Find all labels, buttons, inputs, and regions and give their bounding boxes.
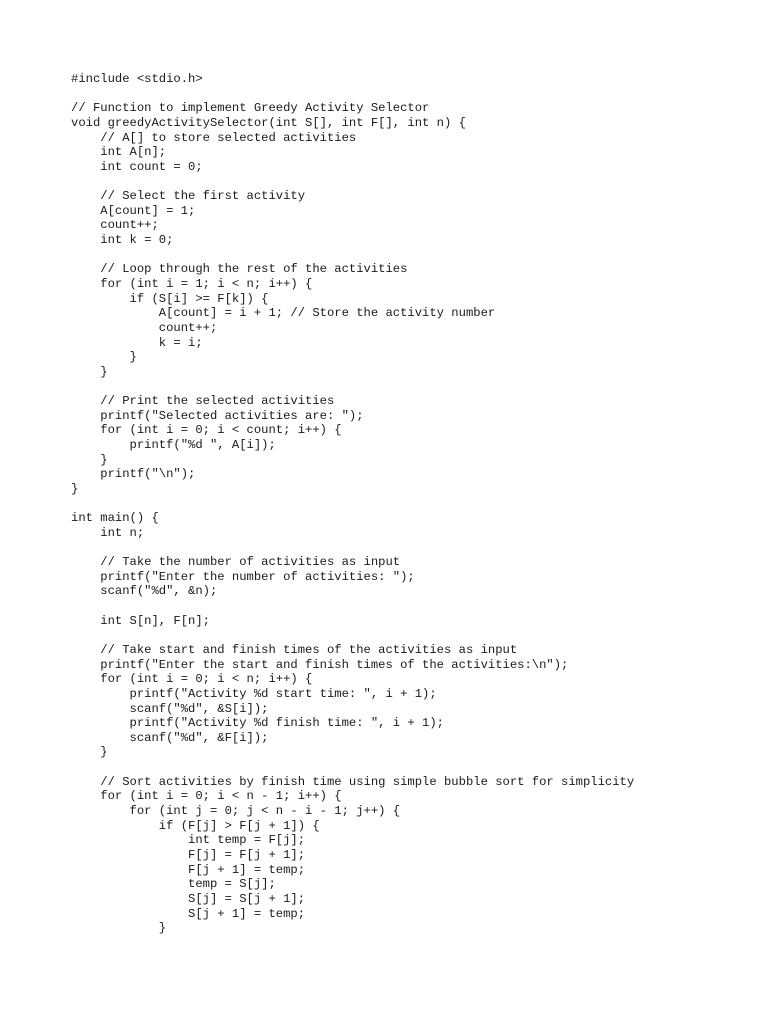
code-line: // Function to implement Greedy Activity Selector <box>71 101 430 116</box>
code-line: // Print the selected activities <box>71 394 335 409</box>
code-line: for (int i = 0; i < count; i++) { <box>71 423 342 438</box>
code-line <box>71 174 634 189</box>
code-line: printf("Selected activities are: "); <box>71 408 364 423</box>
code-line: } <box>71 452 108 467</box>
code-line: count++; <box>71 218 159 233</box>
code-line: // Take the number of activities as input <box>71 555 401 570</box>
code-line: // Loop through the rest of the activities <box>71 262 408 277</box>
code-line: } <box>71 921 167 936</box>
code-line: count++; <box>71 320 218 335</box>
code-line <box>71 248 634 263</box>
code-line: if (F[j] > F[j + 1]) { <box>71 818 320 833</box>
code-line: // A[] to store selected activities <box>71 130 357 145</box>
code-line: for (int i = 1; i < n; i++) { <box>71 276 313 291</box>
code-line <box>71 379 634 394</box>
code-line: #include <stdio.h> <box>71 72 203 86</box>
code-line: for (int i = 0; i < n; i++) { <box>71 672 313 687</box>
code-line: void greedyActivitySelector(int S[], int F[], int n) { <box>71 115 466 130</box>
code-line: S[j] = S[j + 1]; <box>71 891 306 906</box>
code-line <box>71 628 634 643</box>
code-line: int A[n]; <box>71 145 167 160</box>
code-line: printf("\n"); <box>71 467 196 482</box>
code-line: F[j] = F[j + 1]; <box>71 847 306 862</box>
code-line <box>71 87 634 102</box>
code-line: // Sort activities by finish time using simple bubble sort for simplicity <box>71 774 635 789</box>
code-line: A[count] = i + 1; // Store the activity number <box>71 306 496 321</box>
code-line: } <box>71 745 108 760</box>
code-line: // Select the first activity <box>71 189 306 204</box>
code-line: temp = S[j]; <box>71 877 276 892</box>
code-line <box>71 760 634 775</box>
code-line: scanf("%d", &F[i]); <box>71 730 269 745</box>
code-line: } <box>71 481 79 496</box>
code-line: int k = 0; <box>71 233 174 248</box>
code-line: } <box>71 350 137 365</box>
code-line: if (S[i] >= F[k]) { <box>71 291 269 306</box>
code-line <box>71 599 634 614</box>
code-listing <box>71 72 634 936</box>
code-line <box>71 541 634 556</box>
code-line: printf("Enter the start and finish times of the activities:\n"); <box>71 657 569 672</box>
code-line: int count = 0; <box>71 159 203 174</box>
code-line: S[j + 1] = temp; <box>71 906 306 921</box>
code-line: int S[n], F[n]; <box>71 613 210 628</box>
code-line: int temp = F[j]; <box>71 833 306 848</box>
code-line: int n; <box>71 525 145 540</box>
code-line: scanf("%d", &S[i]); <box>71 701 269 716</box>
code-line: } <box>71 364 108 379</box>
code-line: printf("Activity %d finish time: ", i + 1); <box>71 716 444 731</box>
code-line: printf("%d ", A[i]); <box>71 438 276 453</box>
code-line: printf("Enter the number of activities: "); <box>71 569 415 584</box>
code-line: k = i; <box>71 335 203 350</box>
code-line: printf("Activity %d start time: ", i + 1); <box>71 686 437 701</box>
code-line: for (int i = 0; i < n - 1; i++) { <box>71 789 342 804</box>
code-line: // Take start and finish times of the activities as input <box>71 642 518 657</box>
code-line: A[count] = 1; <box>71 203 196 218</box>
code-line <box>71 497 634 512</box>
code-line: F[j + 1] = temp; <box>71 862 306 877</box>
code-line: int main() { <box>71 511 159 526</box>
code-line: scanf("%d", &n); <box>71 584 218 599</box>
code-line: for (int j = 0; j < n - i - 1; j++) { <box>71 804 401 819</box>
